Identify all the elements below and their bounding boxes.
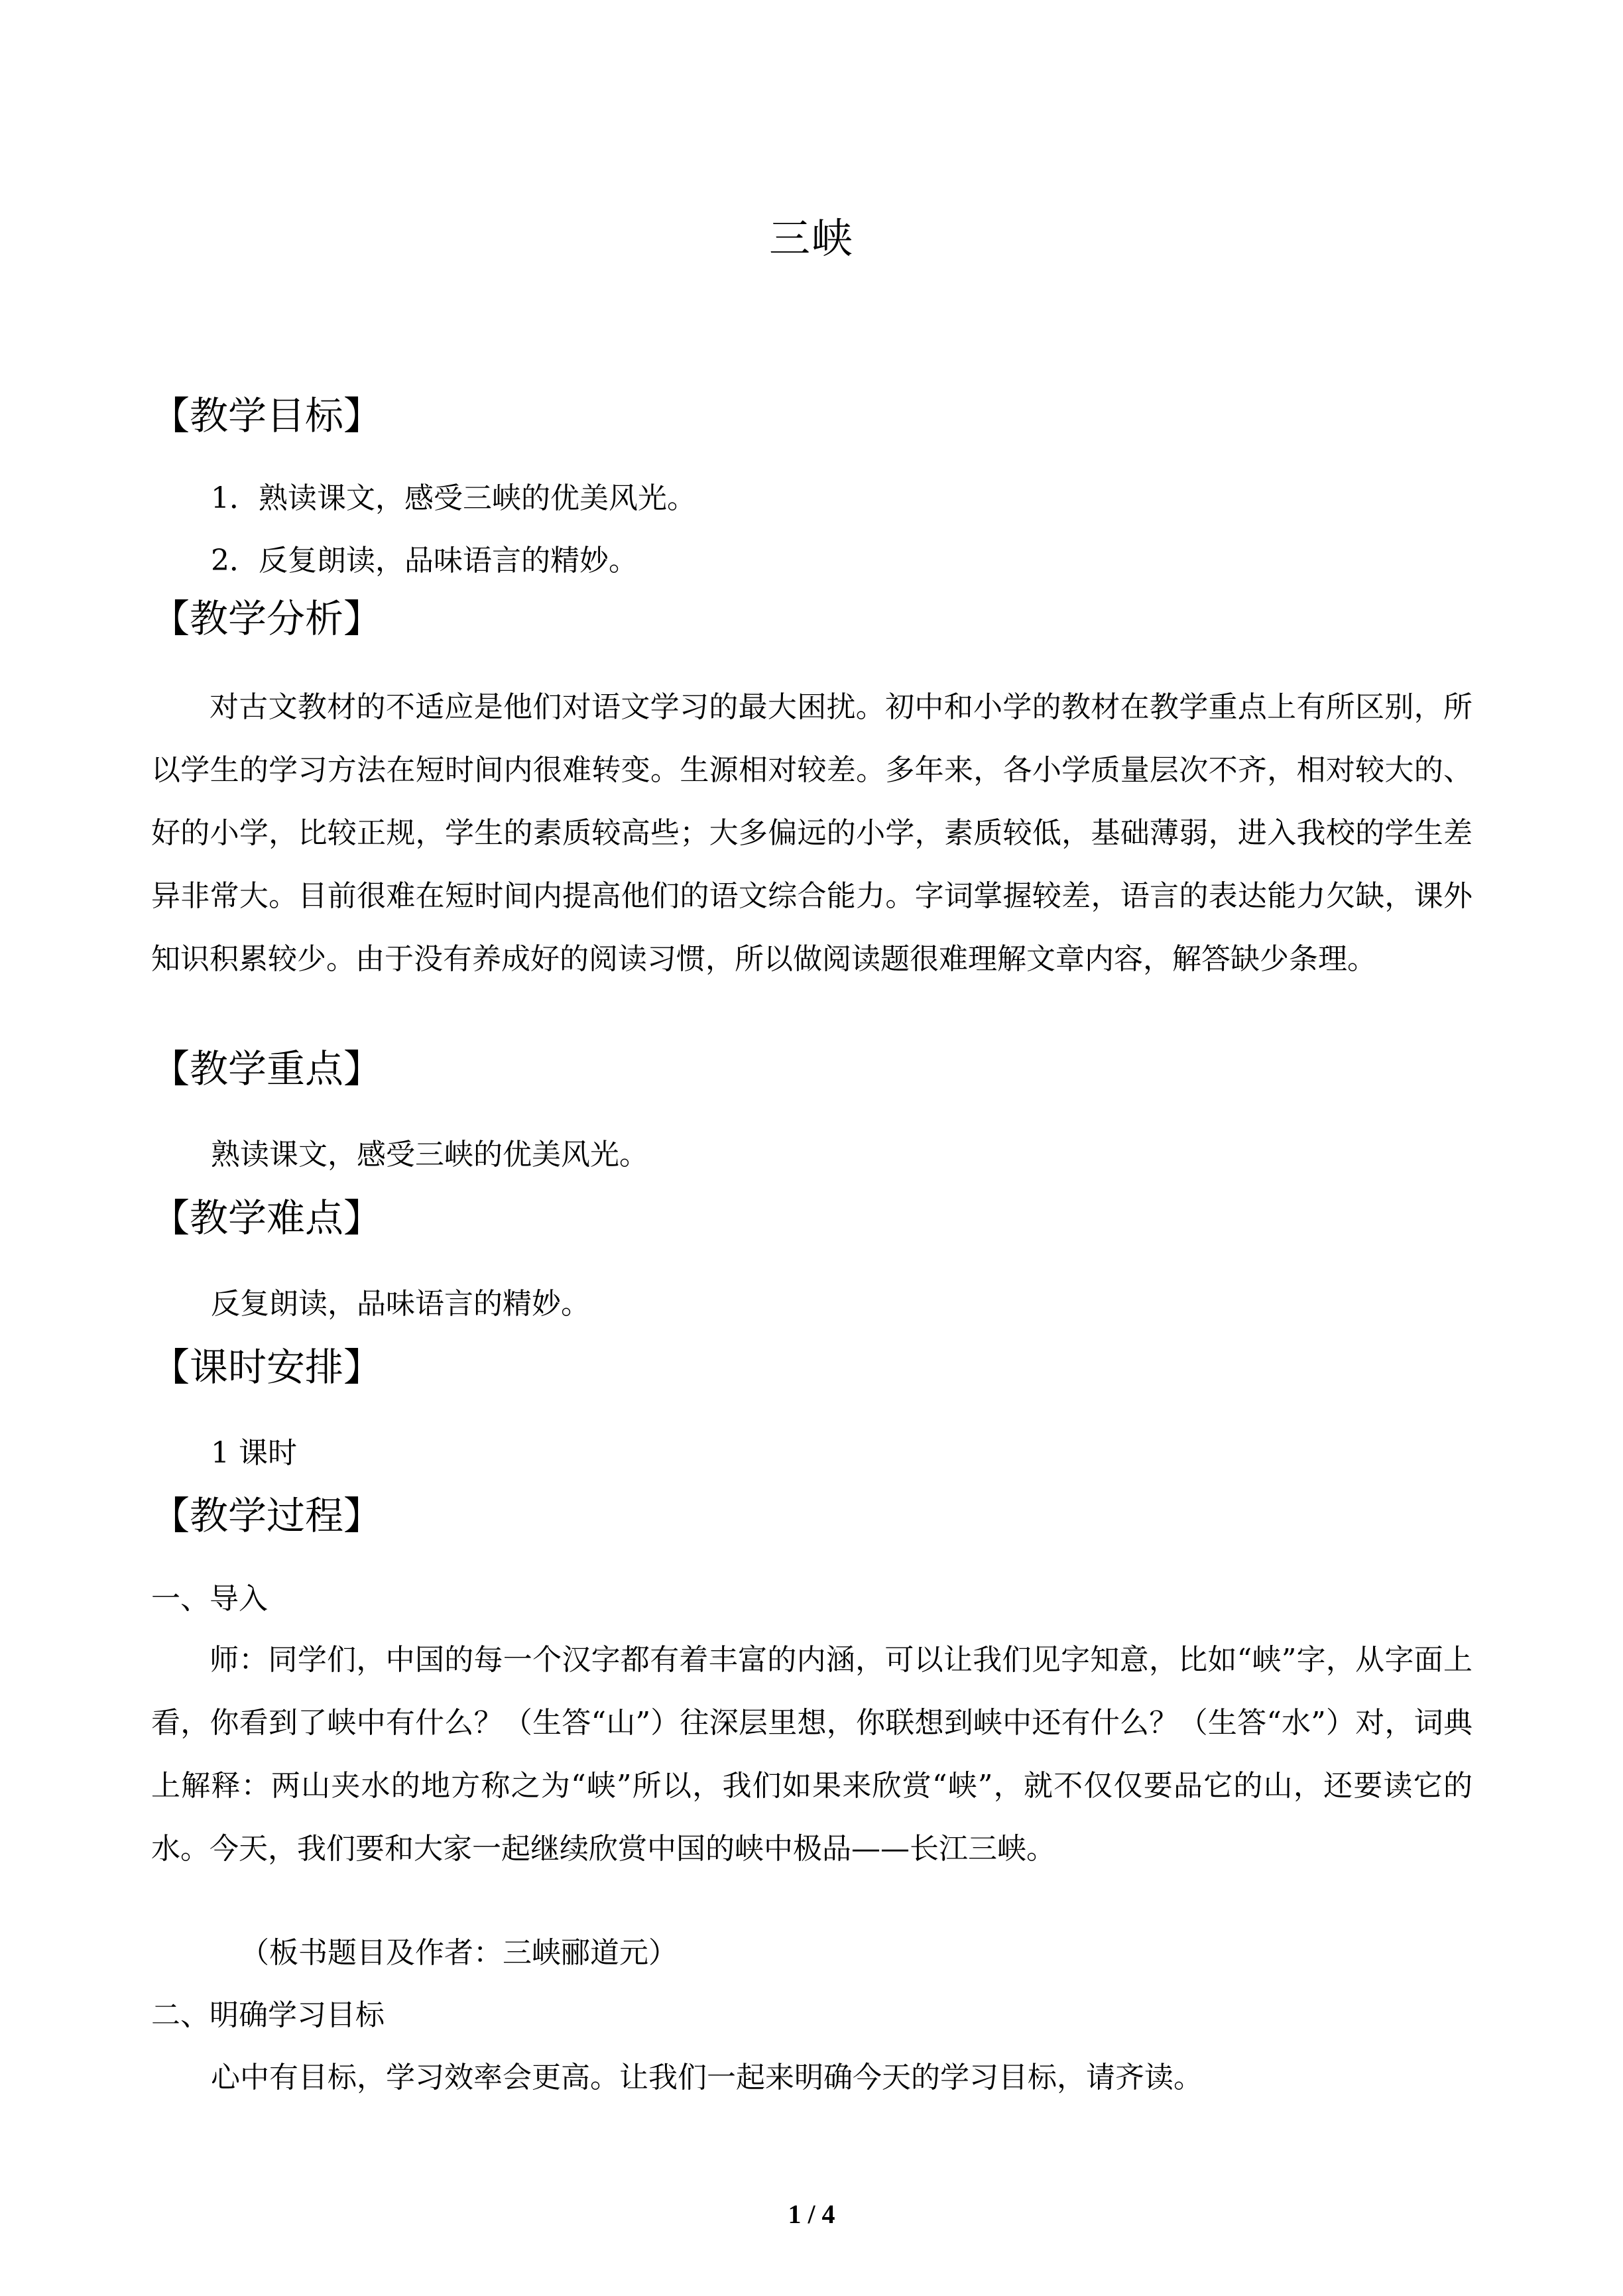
heading-process: 【教学过程】 [151,1493,383,1538]
page-number: 1 / 4 [788,2199,835,2229]
step-2-title: 二、明确学习目标 [151,1998,385,2032]
heading-objectives: 【教学目标】 [151,393,383,438]
heading-analysis: 【教学分析】 [151,596,383,641]
heading-schedule: 【课时安排】 [151,1345,383,1390]
objective-item-1: 1．熟读课文，感受三峡的优美风光。 [211,481,696,515]
schedule-text: 1 课时 [211,1436,297,1470]
key-points-text: 熟读课文，感受三峡的优美风光。 [211,1138,648,1172]
step-1-title: 一、导入 [151,1582,268,1616]
step-1-paragraph: 师：同学们，中国的每一个汉字都有着丰富的内涵，可以让我们见字知意，比如“峡”字，从字面上看，你看到了峡中有什么？（生答“山”）往深层里想，你联想到峡中还有什么？（生答“水”）对，词典上解释：两山夹水的地方称之为“峡”所以，我们如果来欣赏“峡”，就不仅仅要品它的山，还要读它的水。今天，我们要和大家一起继续欣赏中国的峡中极品——长江三峡。 [151,1643,1473,1866]
step-2-text: 心中有目标，学习效率会更高。让我们一起来明确今天的学习目标，请齐读。 [211,2061,1203,2094]
board-note: （板书题目及作者：三峡郦道元） [240,1936,678,1970]
analysis-paragraph: 对古文教材的不适应是他们对语文学习的最大困扰。初中和小学的教材在教学重点上有所区别，所以学生的学习方法在短时间内很难转变。生源相对较差。多年来，各小学质量层次不齐，相对较大的、好的小学，比较正规，学生的素质较高些；大多偏远的小学，素质较低，基础薄弱，进入我校的学生差异非常大。目前很难在短时间内提高他们的语文综合能力。字词掌握较差，语言的表达能力欠缺，课外知识积累较少。由于没有养成好的阅读习惯，所以做阅读题很难理解文章内容，解答缺少条理。 [151,690,1473,976]
heading-key-points: 【教学重点】 [151,1046,383,1091]
difficulties-text: 反复朗读，品味语言的精妙。 [211,1287,590,1321]
heading-difficulties: 【教学难点】 [151,1195,383,1240]
page-title: 三峡 [768,214,854,263]
objective-item-2: 2．反复朗读，品味语言的精妙。 [211,544,638,577]
